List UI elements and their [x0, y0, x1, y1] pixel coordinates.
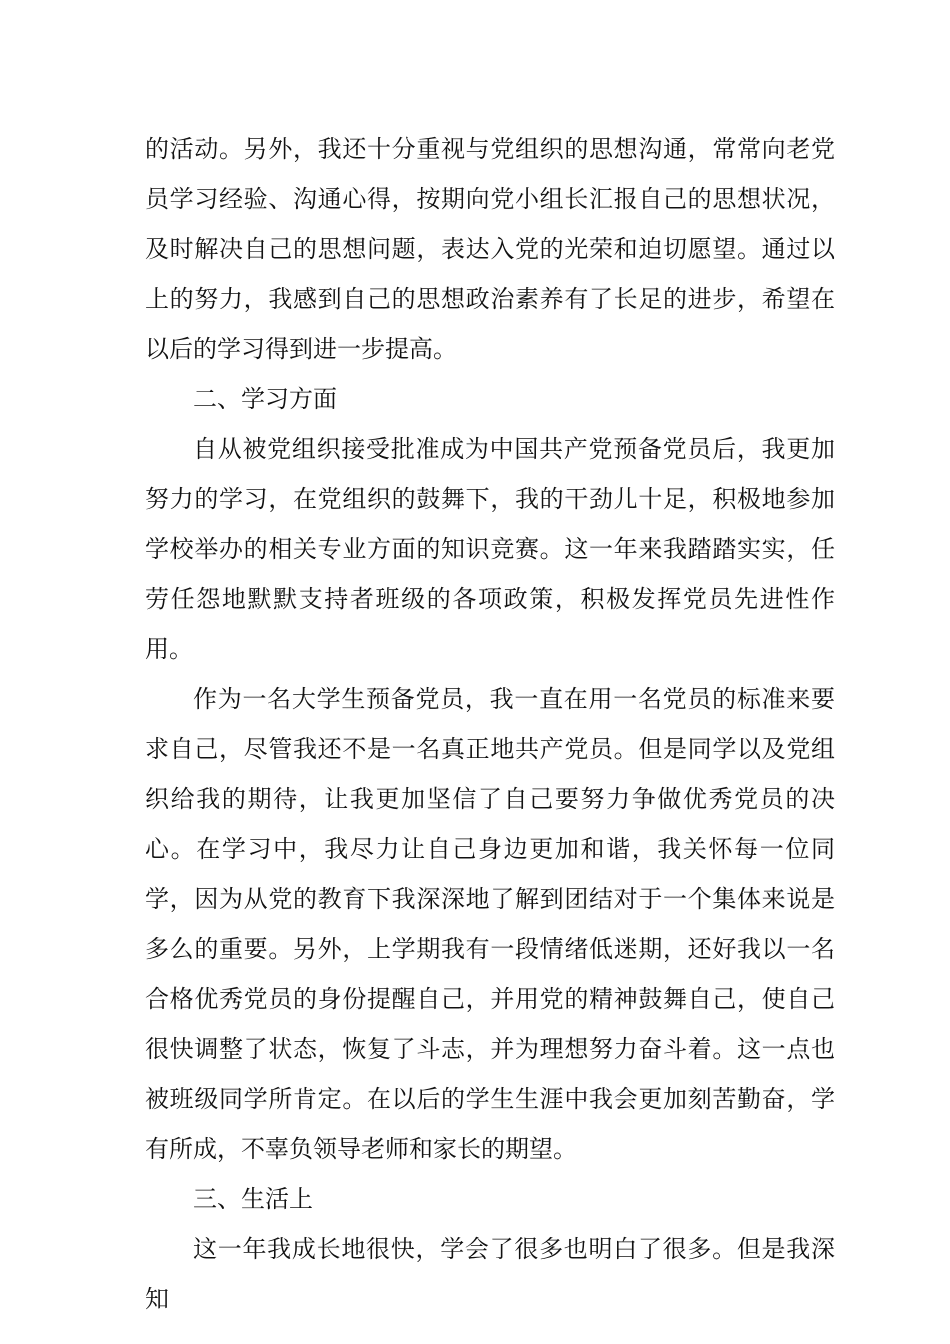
paragraph-study-1: 自从被党组织接受批准成为中国共产党预备党员后，我更加努力的学习，在党组织的鼓舞下，我的干劲儿十足，积极地参加学校举办的相关专业方面的知识竞赛。这一年来我踏踏实实，任劳任怨地默默支持者班级的各项政策，积极发挥党员先进性作用。	[145, 435, 835, 663]
section-heading-study: 二、学习方面	[193, 385, 337, 413]
paragraph-study-2: 作为一名大学生预备党员，我一直在用一名党员的标准来要求自己，尽管我还不是一名真正地共产党员。但是同学以及党组织给我的期待，让我更加坚信了自己要努力争做优秀党员的决心。在学习中，我尽力让自己身边更加和谐，我关怀每一位同学，因为从党的教育下我深深地了解到团结对于一个集体来说是多么的重要。另外，上学期我有一段情绪低迷期，还好我以一名合格优秀党员的身份提醒自己，并用党的精神鼓舞自己，使自己很快调整了状态，恢复了斗志，并为理想努力奋斗着。这一点也被班级同学所肯定。在以后的学生生涯中我会更加刻苦勤奋，学有所成，不辜负领导老师和家长的期望。	[145, 685, 835, 1163]
section-heading-life: 三、生活上	[193, 1185, 313, 1213]
document-body	[145, 124, 835, 1324]
paragraph-continuation: 的活动。另外，我还十分重视与党组织的思想沟通，常常向老党员学习经验、沟通心得，按期向党小组长汇报自己的思想状况，及时解决自己的思想问题，表达入党的光荣和迫切愿望。通过以上的努力，我感到自己的思想政治素养有了长足的进步，希望在以后的学习得到进一步提高。	[145, 135, 835, 363]
paragraph-life-1: 这一年我成长地很快，学会了很多也明白了很多。但是我深知	[145, 1235, 835, 1313]
